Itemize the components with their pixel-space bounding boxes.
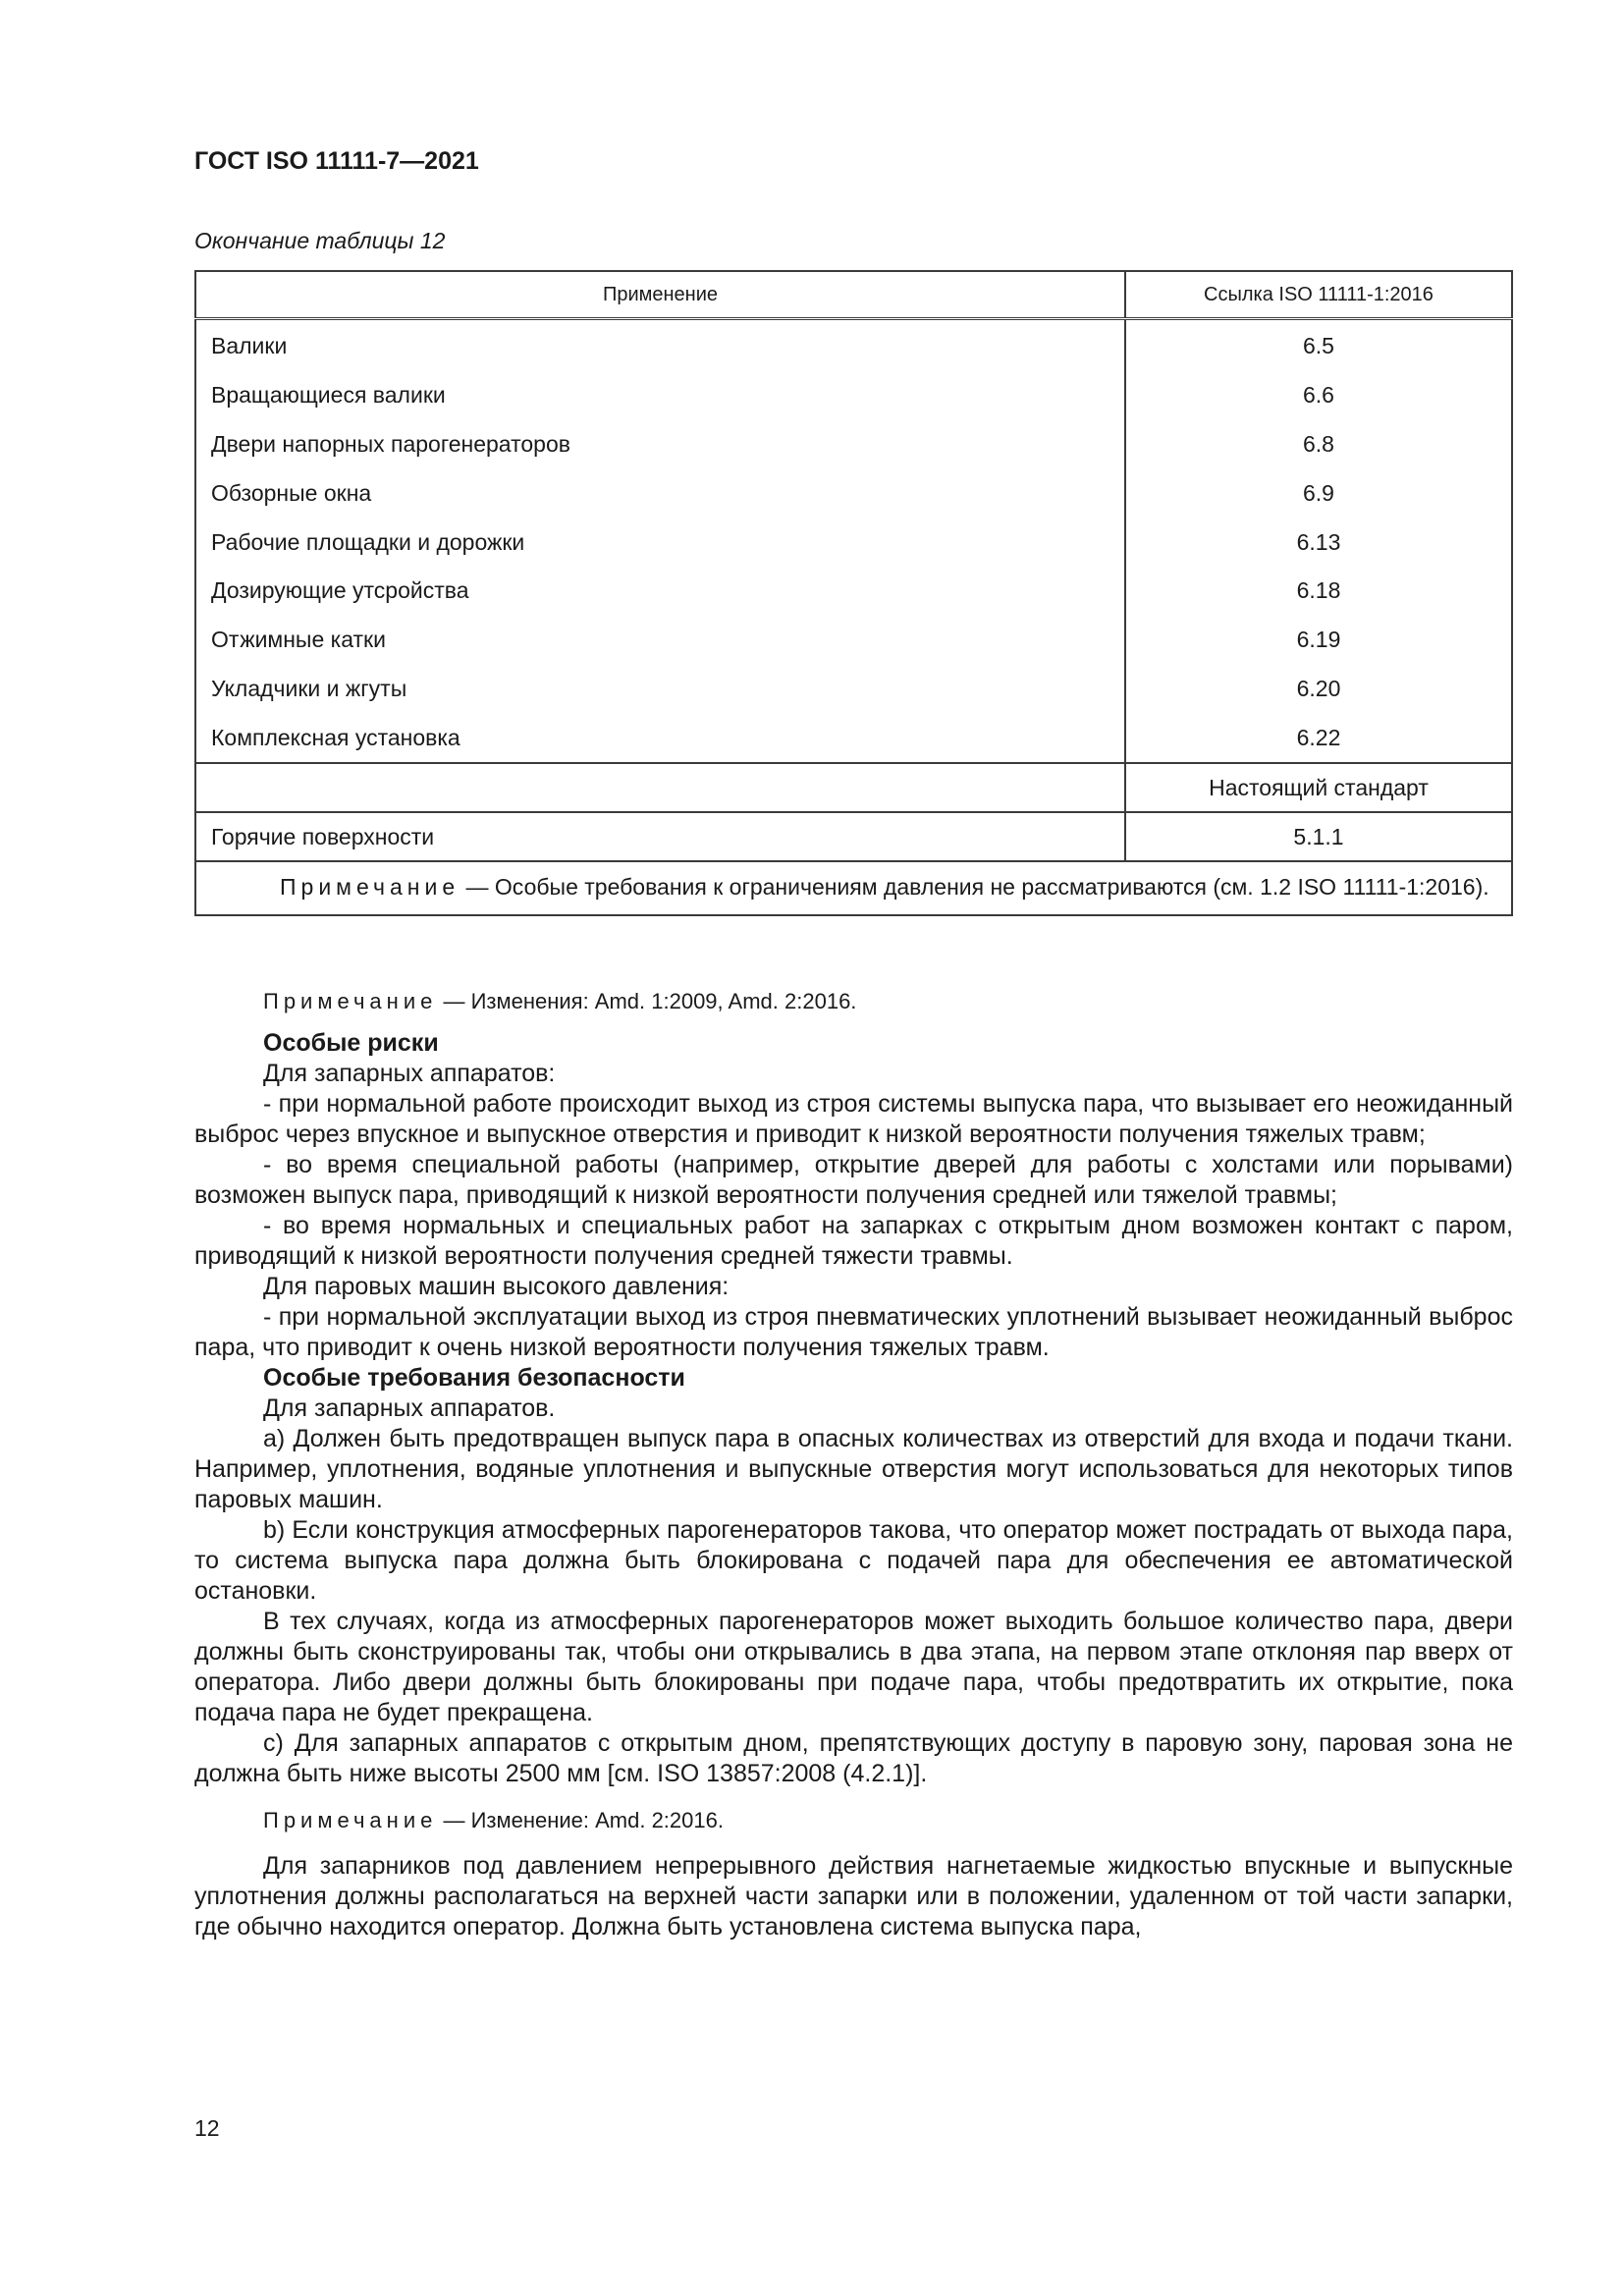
page-number: 12 — [194, 2115, 220, 2141]
reference-cell: 6.8 — [1125, 420, 1512, 469]
table-row — [195, 468, 1512, 518]
reference-cell: 6.6 — [1125, 371, 1512, 420]
paragraph: Для запарных аппаратов. — [263, 1394, 556, 1422]
application-cell: Двери напорных парогенераторов — [195, 420, 1125, 469]
note-label: Примечание — [263, 989, 438, 1013]
application-cell: Укладчики и жгуты — [195, 665, 1125, 714]
table-caption: Окончание таблицы 12 — [194, 228, 446, 253]
table-subheader-row — [195, 763, 1512, 812]
reference-cell: 6.18 — [1125, 567, 1512, 616]
paragraph: Для паровых машин высокого давления: — [263, 1273, 730, 1300]
list-item: - во время специальной работы (например, открытие дверей для работы с холстами или порывами) возможен выпуск пара, приводящий к низкой вероятности получения средней или тяжелой травмы; — [194, 1151, 1513, 1209]
paragraph: Для запарников под давлением непрерывного действия нагнетаемые жидкостью впускные и выпускные уплотнения должны располагаться на верхней части запарки или в положении, удаленном от той части запарки, где обычно находится оператор. Должна быть установлена система выпуска пара, — [194, 1852, 1513, 1941]
table-row — [195, 665, 1512, 714]
reference-cell: 6.5 — [1125, 319, 1512, 371]
reference-cell: 6.22 — [1125, 713, 1512, 763]
note-paragraph — [194, 1805, 1513, 1835]
requirements-table — [194, 270, 1513, 916]
reference-cell: 6.20 — [1125, 665, 1512, 714]
section-heading: Особые требования безопасности — [263, 1364, 685, 1392]
list-item: b) Если конструкция атмосферных парогенераторов такова, что оператор может пострадать от выхода пара, то система выпуска пара должна быть блокирована с подачей пара для обеспечения ее автоматической остановки. — [194, 1516, 1513, 1605]
application-cell: Рабочие площадки и дорожки — [195, 518, 1125, 567]
application-cell: Валики — [195, 319, 1125, 371]
table-row — [195, 518, 1512, 567]
list-item: a) Должен быть предотвращен выпуск пара в опасных количествах из отверстий для входа и подачи ткани. Например, уплотнения, водяные уплотнения и выпускные отверстия могут использоваться для некоторых типов паровых машин. — [194, 1425, 1513, 1513]
application-cell: Дозирующие утсройства — [195, 567, 1125, 616]
document-header: ГОСТ ISO 11111-7—2021 — [194, 147, 479, 175]
table-row — [195, 567, 1512, 616]
table-row — [195, 713, 1512, 763]
section-heading: Особые риски — [263, 1029, 439, 1057]
application-cell: Комплексная установка — [195, 713, 1125, 763]
reference-cell: 5.1.1 — [1125, 812, 1512, 861]
application-cell: Вращающиеся валики — [195, 371, 1125, 420]
note-paragraph — [194, 986, 1513, 1016]
note-text: — Изменения: Amd. 1:2009, Amd. 2:2016. — [437, 989, 857, 1013]
body-section — [194, 986, 1513, 1942]
table-note-row — [195, 861, 1512, 915]
application-cell: Обзорные окна — [195, 468, 1125, 518]
reference-subheader-cell: Настоящий стандарт — [1125, 763, 1512, 812]
list-item: - во время нормальных и специальных работ на запарках с открытым дном возможен контакт с паром, приводящий к низкой вероятности получения средней тяжести травмы. — [194, 1212, 1513, 1270]
note-label: Примечание — [280, 874, 460, 901]
table-row — [195, 812, 1512, 861]
list-item: - при нормальной эксплуатации выход из строя пневматических уплотнений вызывает неожиданный выброс пара, что приводит к очень низкой вероятности получения тяжелых травм. — [194, 1303, 1513, 1361]
paragraph: В тех случаях, когда из атмосферных парогенераторов может выходить большое количество пара, двери должны быть сконструированы так, чтобы они открывались в два этапа, на первом этапе отклоняя пар вверх от оператора. Либо двери должны быть блокированы при подаче пара, чтобы предотвратить их открытие, пока подача пара не будет прекращена. — [194, 1608, 1513, 1726]
table-row — [195, 319, 1512, 371]
note-label: Примечание — [263, 1808, 438, 1832]
application-cell — [195, 763, 1125, 812]
list-item: - при нормальной работе происходит выход из строя системы выпуска пара, что вызывает его неожиданный выброс через впускное и выпускное отверстия и приводит к низкой вероятности получения тяжелых травм; — [194, 1090, 1513, 1148]
paragraph: Для запарных аппаратов: — [263, 1060, 556, 1087]
reference-cell: 6.19 — [1125, 616, 1512, 665]
list-item: c) Для запарных аппаратов с открытым дном, препятствующих доступу в паровую зону, паровая зона не должна быть ниже высоты 2500 мм [см. ISO 13857:2008 (4.2.1)]. — [194, 1729, 1513, 1787]
application-cell: Горячие поверхности — [195, 812, 1125, 861]
table-row — [195, 420, 1512, 469]
table-note-cell — [195, 861, 1512, 915]
reference-cell: 6.13 — [1125, 518, 1512, 567]
note-text: — Особые требования к ограничениям давления не рассматриваются (см. 1.2 ISO 11111-1:2016). — [460, 874, 1489, 901]
column-header-application: Применение — [195, 271, 1125, 319]
note-text: — Изменение: Amd. 2:2016. — [437, 1808, 724, 1832]
table-row — [195, 371, 1512, 420]
column-header-reference: Ссылка ISO 11111-1:2016 — [1125, 271, 1512, 319]
table-row — [195, 616, 1512, 665]
reference-cell: 6.9 — [1125, 468, 1512, 518]
application-cell: Отжимные катки — [195, 616, 1125, 665]
table-header-row — [195, 271, 1512, 319]
